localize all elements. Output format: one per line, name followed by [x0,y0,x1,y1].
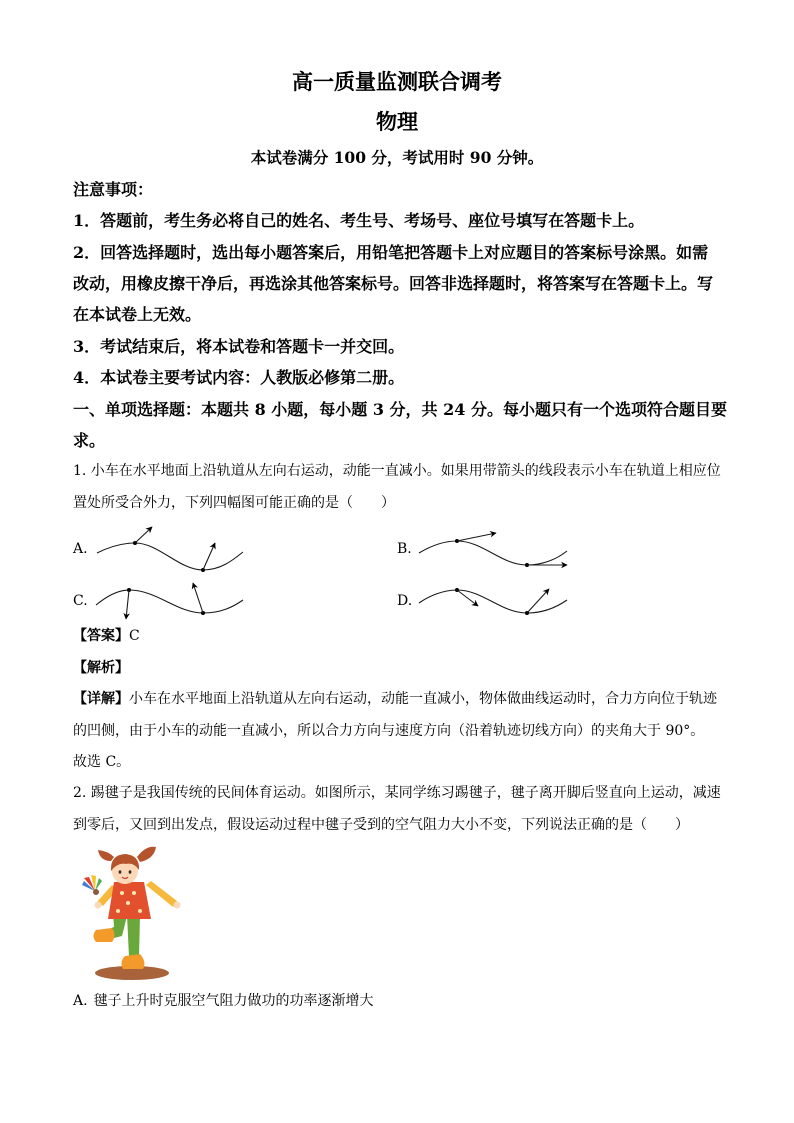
left-pigtail [98,850,114,861]
question-1-stem-line-2: 置处所受合外力，下列四幅图可能正确的是（ ） [73,494,395,511]
notice-item-2-line-1: 2．回答选择题时，选出每小题答案后，用铅笔把答题卡上对应题目的答案标号涂黑。如需 [73,242,709,262]
question-2-stem-line-2: 到零后，又回到出发点，假设运动过程中毽子受到的空气阻力大小不变，下列说法正确的是（ ） [73,816,689,833]
notice-item-4: 4．本试卷主要考试内容：人教版必修第二册。 [73,368,405,388]
option-a-trajectory [97,543,243,570]
notice-item-2-line-3: 在本试卷上无效。 [73,305,202,325]
notice-section [73,174,733,394]
notice-heading: 注意事项： [73,179,154,199]
notice-item-1: 1．答题前，考生务必将自己的姓名、考生号、考场号、座位号填写在答题卡上。 [73,211,645,231]
analysis-tag: 【解析】 [73,659,129,676]
explanation-text-1: 小车在水平地面上沿轨道从左向右运动，动能一直减小，物体做曲线运动时，合力方向位于轨迹 [129,691,717,708]
option-d-force-arrow-1 [457,590,478,606]
exam-content [73,174,733,1018]
shuttlecock-icon [82,875,102,895]
explanation-line-2: 的凹侧，由于小车的动能一直减小，所以合力方向与速度方向（沿着轨迹切线方向）的夹角大于 90°。 [73,722,705,739]
question-1-answer [73,621,733,652]
shirt-pattern [132,891,136,895]
left-hand [95,902,102,909]
shirt-pattern [120,891,124,895]
question-1 [73,456,733,778]
question-1-options [73,519,733,621]
section-1-heading [73,394,733,457]
question-1-stem-line-1: 1. 小车在水平地面上沿轨道从左向右运动，动能一直减小。如果用带箭头的线段表示小车在轨道上相应位 [73,463,721,480]
right-pigtail [137,847,156,862]
option-d-label: D. [397,593,413,610]
shuttlecock-base [93,889,99,895]
explanation-tag: 【详解】 [73,691,129,708]
question-2-option-a-label: A. [73,993,88,1010]
option-c-force-arrow-1 [126,590,129,619]
question-2-figure [73,841,733,986]
notice-item-2-line-2: 改动，用橡皮擦干净后，再选涂其他答案标号。回答非选择题时，将答案写在答题卡上。写 [73,273,714,293]
standing-shoe [121,954,144,969]
option-c-label: C. [73,593,88,610]
left-eye [119,870,122,874]
shirt-pattern [138,909,142,913]
subject-title: 物理 [376,110,418,134]
option-a-force-arrow-2 [203,543,215,570]
right-eye [129,870,132,874]
option-b-force-arrow-1 [457,533,496,541]
notice-item-3: 3．考试结束后，将本试卷和答题卡一并交回。 [73,336,405,356]
question-2-stem-line-1: 2. 踢毽子是我国传统的民间体育运动。如图所示，某同学练习踢毽子，毽子离开脚后竖直向上运动，减速 [73,785,721,802]
option-b-trajectory [419,541,567,565]
section-heading-line-1: 一、单项选择题：本题共 8 小题，每小题 3 分，共 24 分。每小题只有一个选项符合题目要 [73,399,727,419]
option-b-label: B. [397,541,412,558]
option-diagrams [73,519,733,621]
exam-title: 高一质量监测联合调考 [292,70,502,94]
shirt-pattern [116,909,120,913]
explanation-line-1 [73,684,733,715]
option-a-label: A. [73,541,88,558]
standing-leg [127,915,140,957]
girl-kicking-shuttlecock-illustration [78,841,188,987]
question-2-option-a-text: 毽子上升时克服空气阻力做功的功率逐渐增大 [93,993,374,1010]
torso [108,882,151,919]
conclusion: 故选 C。 [73,753,131,770]
right-hand [174,902,181,909]
option-a-diagram [97,527,243,572]
answer-tag: 【答案】 [73,628,129,645]
option-c-trajectory [96,590,243,613]
option-b-diagram [419,533,567,567]
question-2 [73,778,733,1017]
question-2-option-a [73,986,733,1017]
option-d-force-arrow-2 [527,589,549,613]
right-arm [146,881,177,907]
raised-shoe [94,928,115,942]
section-heading-line-2: 求。 [73,430,106,450]
shirt-pattern [126,901,130,905]
option-c-force-arrow-2 [193,583,203,613]
option-a-force-arrow-1 [135,527,152,543]
answer-value: C [129,628,140,645]
exam-info: 本试卷满分 100 分，考试用时 90 分钟。 [250,148,544,168]
option-d-diagram [419,588,567,615]
option-c-diagram [96,583,243,619]
